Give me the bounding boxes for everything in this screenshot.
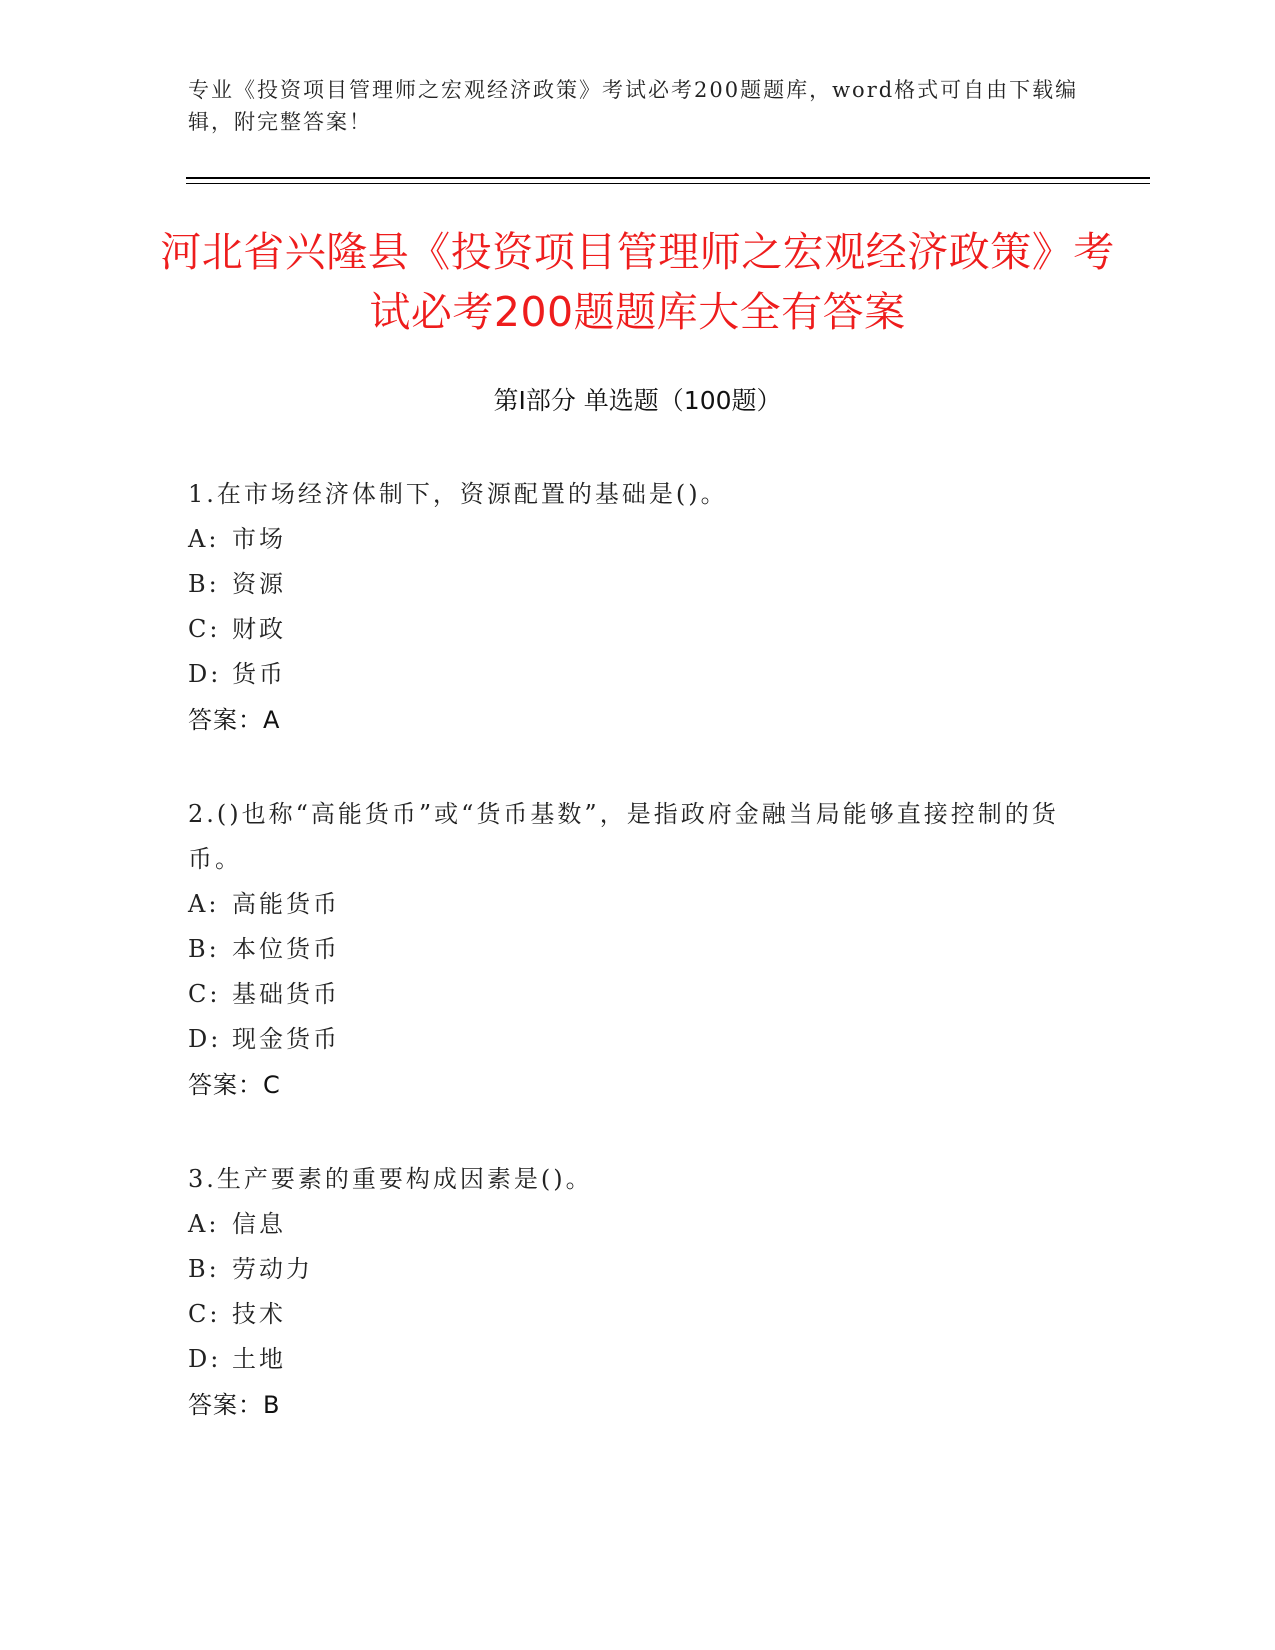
option-b xyxy=(188,927,1068,972)
option-letter: B: xyxy=(188,935,220,963)
section-title: 第Ⅰ部分 单选题（100题） xyxy=(493,386,782,415)
option-text: 信息 xyxy=(232,1210,286,1238)
option-c xyxy=(188,607,1068,652)
option-text: 高能货币 xyxy=(232,890,340,918)
option-d xyxy=(188,652,1068,697)
answer: 答案：C xyxy=(188,1071,281,1099)
option-letter: D: xyxy=(188,1025,222,1053)
option-b xyxy=(188,562,1068,607)
question-block xyxy=(188,1157,1068,1428)
question-stem: 3.生产要素的重要构成因素是()。 xyxy=(188,1165,593,1193)
option-letter: A: xyxy=(188,525,220,553)
option-text: 土地 xyxy=(232,1345,286,1373)
option-letter: C: xyxy=(188,615,221,643)
option-d xyxy=(188,1017,1068,1062)
option-letter: B: xyxy=(188,570,220,598)
option-a xyxy=(188,1202,1068,1247)
option-letter: C: xyxy=(188,980,221,1008)
option-letter: B: xyxy=(188,1255,220,1283)
option-text: 基础货币 xyxy=(232,980,340,1008)
option-text: 现金货币 xyxy=(232,1025,340,1053)
answer: 答案：A xyxy=(188,706,281,734)
question-block xyxy=(188,792,1068,1108)
option-text: 财政 xyxy=(232,615,286,643)
header-divider-thin xyxy=(186,183,1150,184)
option-text: 资源 xyxy=(232,570,286,598)
option-c xyxy=(188,1292,1068,1337)
option-text: 市场 xyxy=(232,525,286,553)
option-a xyxy=(188,517,1068,562)
header-divider-thick xyxy=(186,177,1150,179)
question-stem: 2.()也称“高能货币”或“货币基数”，是指政府金融当局能够直接控制的货币。 xyxy=(188,800,1059,873)
option-letter: A: xyxy=(188,1210,220,1238)
option-letter: A: xyxy=(188,890,220,918)
option-letter: C: xyxy=(188,1300,221,1328)
answer: 答案：B xyxy=(188,1391,281,1419)
question-stem: 1.在市场经济体制下，资源配置的基础是()。 xyxy=(188,480,728,508)
option-text: 劳动力 xyxy=(232,1255,313,1283)
option-letter: D: xyxy=(188,660,222,688)
option-b xyxy=(188,1247,1068,1292)
option-text: 本位货币 xyxy=(232,935,340,963)
option-letter: D: xyxy=(188,1345,222,1373)
header-note: 专业《投资项目管理师之宏观经济政策》考试必考200题题库，word格式可自由下载编辑，附完整答案！ xyxy=(188,78,1079,134)
option-text: 货币 xyxy=(232,660,286,688)
option-a xyxy=(188,882,1068,927)
question-block xyxy=(188,472,1068,743)
option-text: 技术 xyxy=(232,1300,286,1328)
option-d xyxy=(188,1337,1068,1382)
option-c xyxy=(188,972,1068,1017)
document-title: 河北省兴隆县《投资项目管理师之宏观经济政策》考试必考200题题库大全有答案 xyxy=(160,228,1115,336)
